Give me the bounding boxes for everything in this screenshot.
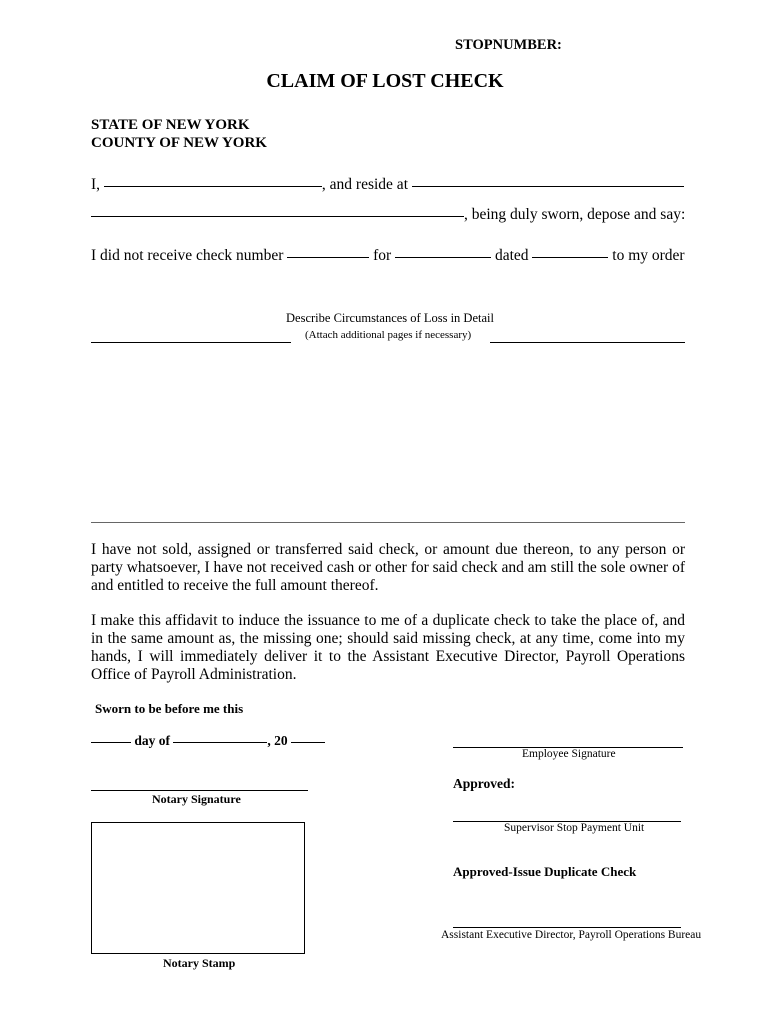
- venue-county: COUNTY OF NEW YORK: [91, 135, 267, 151]
- venue-state: STATE OF NEW YORK: [91, 117, 250, 133]
- circumstances-heading: Describe Circumstances of Loss in Detail: [286, 311, 494, 325]
- reside-label: , and reside at: [321, 176, 408, 193]
- sworn-date-line: [91, 733, 325, 749]
- notary-stamp-box[interactable]: [91, 822, 305, 954]
- dated-label: dated: [494, 247, 529, 264]
- sworn-day-field[interactable]: [91, 741, 131, 743]
- year-label: , 20: [267, 733, 288, 748]
- approved-label: Approved:: [453, 776, 516, 791]
- for-label: for: [373, 247, 392, 264]
- sworn-label: Sworn to be before me this: [95, 701, 244, 716]
- date-field[interactable]: [532, 256, 608, 258]
- director-signature-line[interactable]: [453, 927, 681, 928]
- employee-signature-label: Employee Signature: [522, 748, 616, 760]
- check-number-label: I did not receive check number: [91, 247, 284, 264]
- address-field[interactable]: [412, 185, 684, 187]
- page-title: CLAIM OF LOST CHECK: [266, 70, 504, 92]
- sworn-label: , being duly sworn, depose and say:: [464, 206, 686, 223]
- sworn-year-field[interactable]: [291, 741, 325, 743]
- intro-line-1: [91, 176, 684, 194]
- order-label: to my order: [612, 247, 685, 264]
- sworn-month-field[interactable]: [173, 741, 267, 743]
- approved-issue-label: Approved-Issue Duplicate Check: [453, 864, 637, 879]
- supervisor-signature-label: Supervisor Stop Payment Unit: [504, 822, 645, 834]
- notary-stamp-label: Notary Stamp: [163, 956, 236, 970]
- circumstances-line-left[interactable]: [91, 342, 291, 343]
- stop-number-label: STOPNUMBER:: [455, 37, 562, 53]
- director-signature-label: Assistant Executive Director, Payroll Operations Bureau: [441, 929, 702, 941]
- paragraph-ownership: I have not sold, assigned or transferred said check, or amount due thereon, to any person or party whatsoever, I have not received cash or other for said check and am still the sole owner of and entitled to receive the full amount thereof.: [91, 541, 685, 594]
- check-number-field[interactable]: [287, 256, 369, 258]
- address-continued-field[interactable]: [91, 215, 464, 217]
- intro-line-2: [91, 206, 685, 224]
- notary-signature-label: Notary Signature: [152, 792, 241, 806]
- amount-field[interactable]: [395, 256, 491, 258]
- paragraph-affidavit: I make this affidavit to induce the issuance to me of a duplicate check to take the place of, and in the same amount as, the missing one; should said missing check, at any time, come into my hands, I will immediately deliver it to the Assistant Executive Director, Payroll Operations Office of Payroll Administration.: [91, 612, 685, 683]
- check-line: [91, 247, 685, 265]
- day-of-label: day of: [134, 733, 171, 748]
- circumstances-line-right[interactable]: [490, 342, 685, 343]
- intro-i-label: I,: [91, 176, 101, 193]
- name-field[interactable]: [104, 185, 322, 187]
- notary-signature-line[interactable]: [91, 790, 308, 791]
- description-area-rule[interactable]: [91, 522, 685, 523]
- circumstances-note: (Attach additional pages if necessary): [305, 329, 472, 341]
